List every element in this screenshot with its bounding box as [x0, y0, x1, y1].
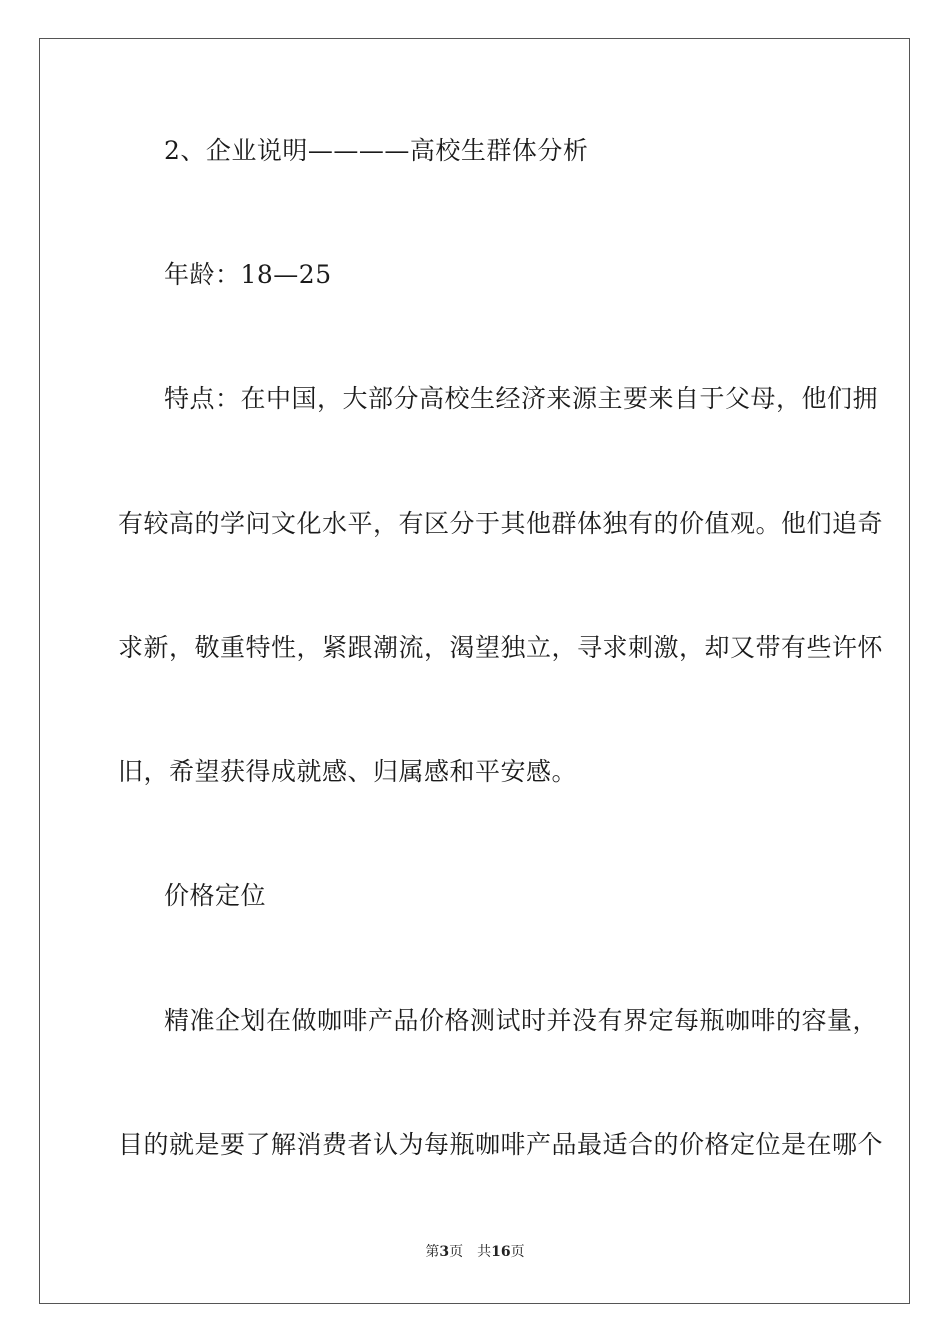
- paragraph-line-5: 精准企划在做咖啡产品价格测试时并没有界定每瓶咖啡的容量，: [164, 1006, 879, 1035]
- section-heading: 2、企业说明————高校生群体分析: [164, 136, 589, 165]
- page-number: 3: [439, 1244, 450, 1260]
- page-border: [39, 38, 910, 1304]
- paragraph-line-3: 求新，敬重特性，紧跟潮流，渴望独立，寻求刺激，却又带有些许怀: [118, 633, 884, 662]
- paragraph-line-2: 有较高的学问文化水平，有区分于其他群体独有的价值观。他们追奇: [118, 509, 884, 538]
- total-pages: 16: [491, 1244, 511, 1260]
- total-suffix: 页: [510, 1244, 525, 1260]
- page-footer: [0, 1243, 950, 1261]
- paragraph-line-6: 目的就是要了解消费者认为每瓶咖啡产品最适合的价格定位是在哪个: [118, 1130, 884, 1159]
- paragraph-line-4: 旧，希望获得成就感、归属感和平安感。: [118, 757, 578, 786]
- paragraph-line-1: 特点：在中国，大部分高校生经济来源主要来自于父母，他们拥: [164, 384, 879, 413]
- page-prefix: 第: [425, 1244, 440, 1260]
- price-heading: 价格定位: [164, 881, 267, 910]
- page-suffix: 页: [449, 1244, 464, 1260]
- age-line: 年龄：18—25: [164, 260, 332, 289]
- total-prefix: 共: [477, 1244, 492, 1260]
